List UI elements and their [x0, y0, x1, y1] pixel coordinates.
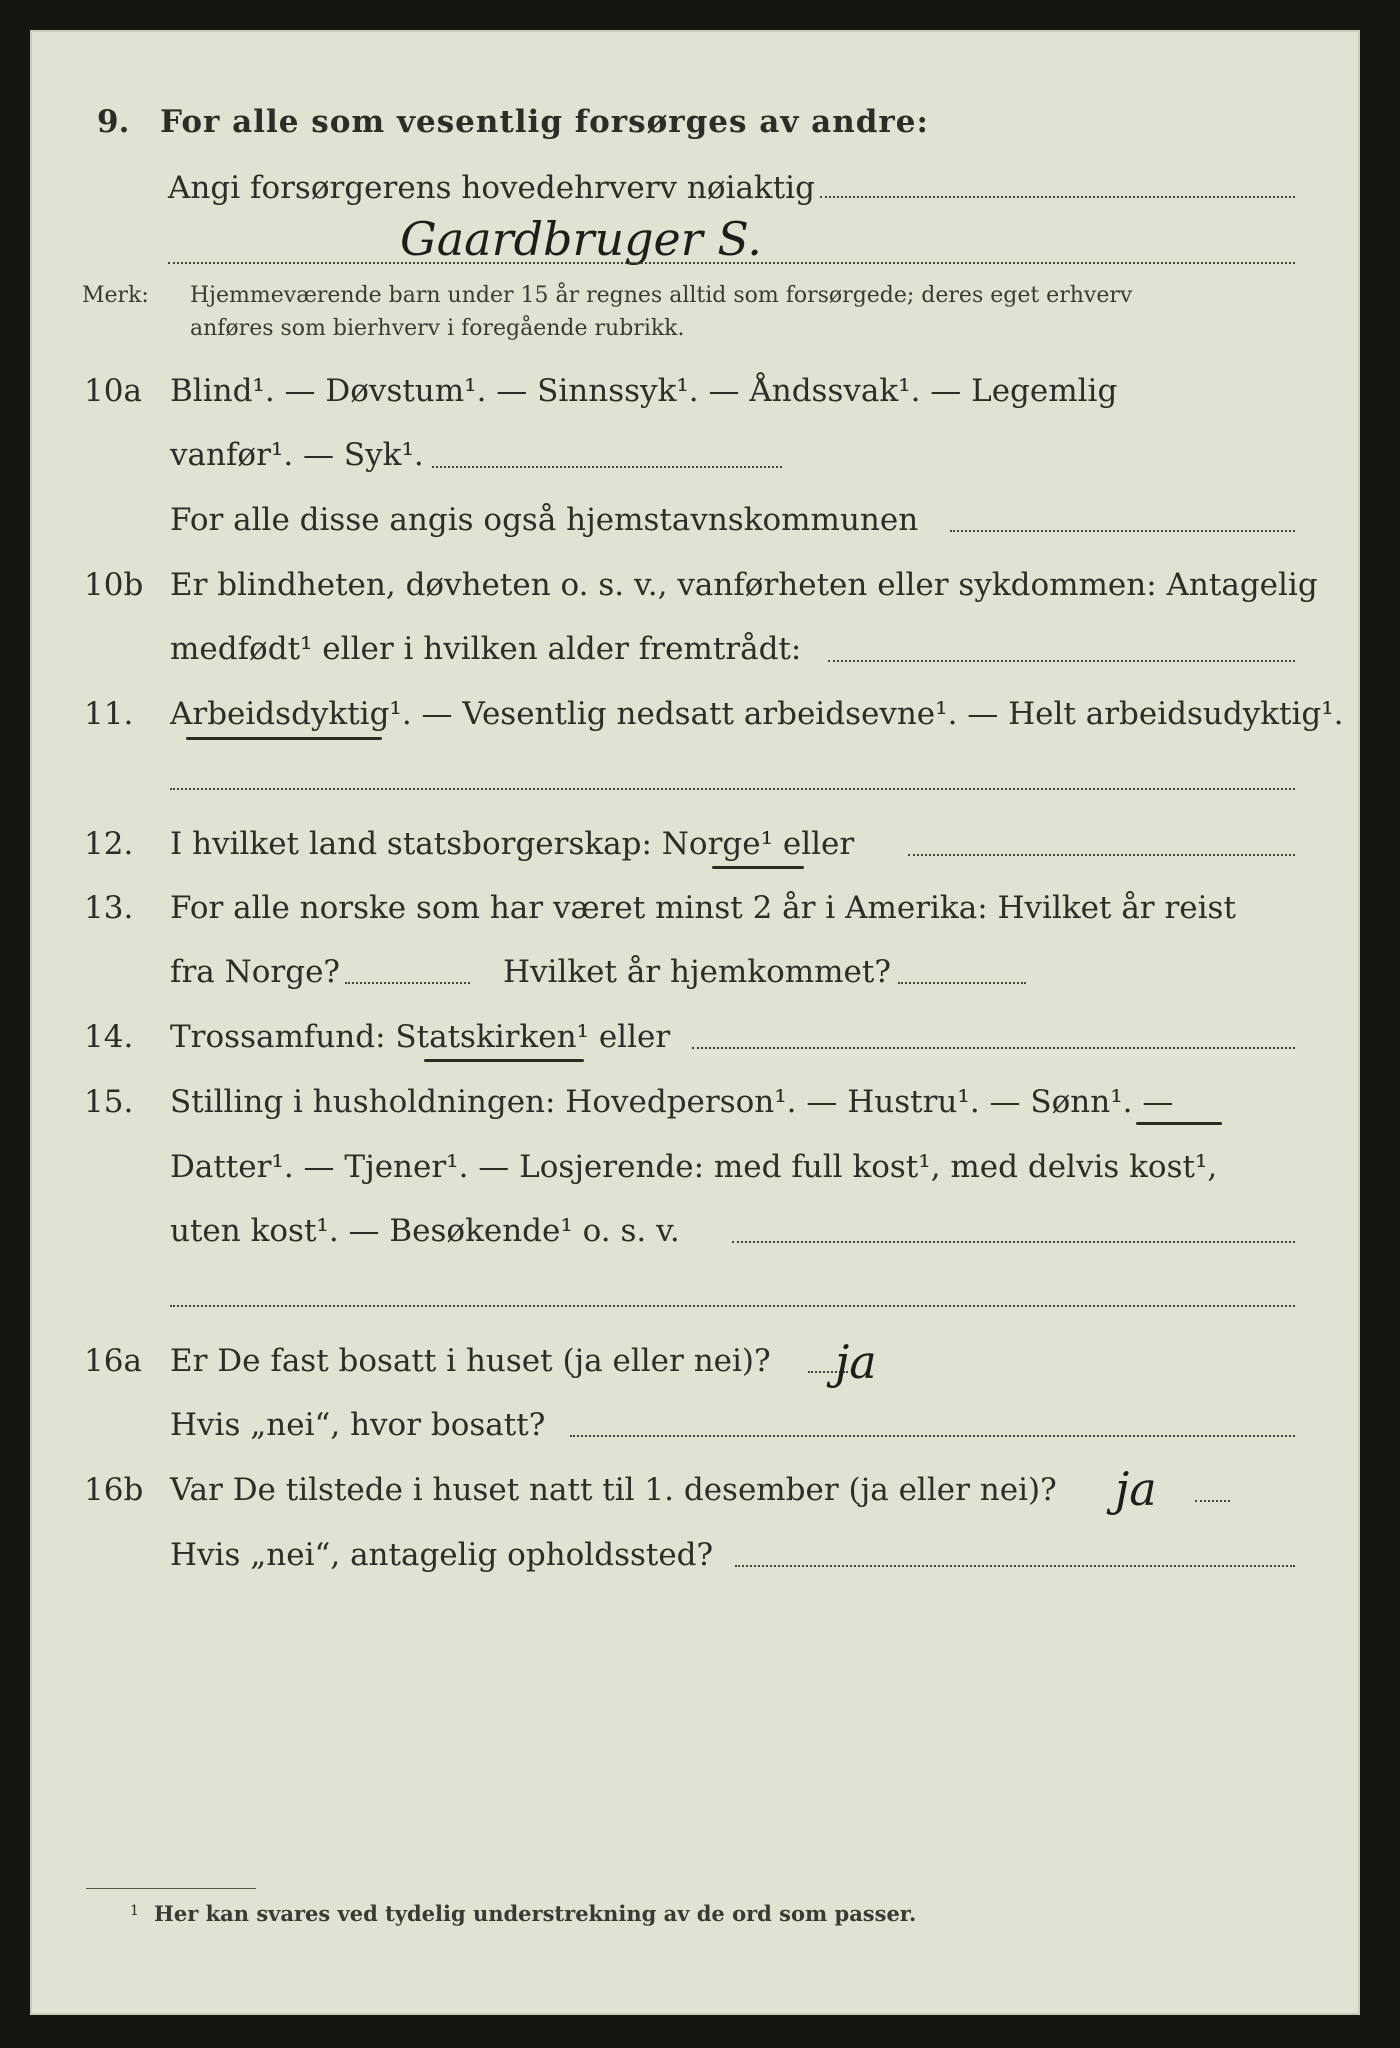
footnote-rule: [86, 1888, 256, 1889]
q10a-line-1: Blind¹. — Døvstum¹. — Sinnssyk¹. — Åndssvak¹. — Legemlig: [170, 373, 1118, 409]
q16b-handwritten-answer: ja: [1115, 1462, 1157, 1516]
q15-extra-line: [170, 1305, 1295, 1307]
q14-handwritten-underline: [424, 1059, 584, 1062]
q16b-opholdssted-line: [735, 1565, 1295, 1567]
q12-handwritten-underline: [712, 866, 804, 869]
q13-year-returned-line: [898, 982, 1026, 984]
q10b-line-1: Er blindheten, døvheten o. s. v., vanførheten eller sykdommen: Antagelig: [170, 567, 1318, 603]
q10a-line-2: vanfør¹. — Syk¹.: [170, 437, 424, 473]
q13-number: 13.: [84, 890, 134, 926]
q10b-line-2: medfødt¹ eller i hvilken alder fremtrådt:: [170, 631, 802, 667]
q9-subtitle: Angi forsørgerens hovedehrverv nøiaktig: [168, 170, 815, 206]
q16a-bosatt-line: [570, 1435, 1295, 1437]
q15-line-3: uten kost¹. — Besøkende¹ o. s. v.: [170, 1213, 680, 1249]
q16b-answer-line: [1195, 1500, 1230, 1502]
q16b-line-1: Var De tilstede i huset natt til 1. desember (ja eller nei)?: [170, 1472, 1057, 1508]
q15-line-1: Stilling i husholdningen: Hovedperson¹. — Hustru¹. — Sønn¹. —: [170, 1084, 1174, 1120]
merk-label: Merk:: [82, 283, 149, 308]
q9-answer-line: [168, 262, 1295, 264]
merk-line-2: anføres som bierhverv i foregående rubrikk.: [190, 316, 685, 341]
q10b-answer-line: [828, 660, 1295, 662]
q16a-handwritten-answer: ja: [835, 1335, 877, 1389]
q9-sub-fill-line: [820, 196, 1295, 198]
q11-extra-line: [170, 788, 1295, 790]
q16b-line-2: Hvis „nei“, antagelig opholdssted?: [170, 1537, 714, 1573]
q11-handwritten-underline: [186, 737, 382, 740]
merk-line-1: Hjemmeværende barn under 15 år regnes alltid som forsørgede; deres eget erhverv: [190, 283, 1133, 308]
q14-answer-line: [692, 1047, 1295, 1049]
footnote-text: Her kan svares ved tydelig understrekning av de ord som passer.: [154, 1901, 917, 1926]
q10a-kommune-line: [950, 530, 1295, 532]
footnote-mark: 1: [130, 1903, 139, 1919]
q15-line-2: Datter¹. — Tjener¹. — Losjerende: med full kost¹, med delvis kost¹,: [170, 1149, 1218, 1185]
q9-number: 9.: [97, 104, 130, 140]
q13-line-1: For alle norske som har været minst 2 år i Amerika: Hvilket år reist: [170, 890, 1236, 926]
q12-line-1: I hvilket land statsborgerskap: Norge¹ eller: [170, 826, 855, 862]
q15-handwritten-underline: [1136, 1122, 1222, 1125]
q12-number: 12.: [84, 826, 134, 862]
q13-year-left-line: [345, 982, 470, 984]
q15-answer-line: [732, 1241, 1295, 1243]
q14-number: 14.: [84, 1019, 134, 1055]
q13-line-2a: fra Norge?: [170, 954, 341, 990]
q16a-line-1: Er De fast bosatt i huset (ja eller nei)?: [170, 1343, 771, 1379]
q10a-number: 10a: [84, 373, 142, 409]
q16b-number: 16b: [84, 1472, 144, 1508]
q9-handwritten-answer: Gaardbruger S.: [400, 212, 762, 266]
q16a-line-2: Hvis „nei“, hvor bosatt?: [170, 1407, 546, 1443]
q9-title: For alle som vesentlig forsørges av andre:: [160, 104, 929, 140]
q10b-number: 10b: [84, 567, 144, 603]
q10a-line-3: For alle disse angis også hjemstavnskommunen: [170, 502, 919, 538]
q12-answer-line: [908, 854, 1295, 856]
q11-line-1: Arbeidsdyktig¹. — Vesentlig nedsatt arbeidsevne¹. — Helt arbeidsudyktig¹.: [170, 696, 1344, 732]
q14-line-1: Trossamfund: Statskirken¹ eller: [170, 1019, 671, 1055]
q11-number: 11.: [84, 696, 134, 732]
q13-line-2b: Hvilket år hjemkommet?: [503, 954, 891, 990]
q10a-syk-line: [432, 466, 782, 468]
q15-number: 15.: [84, 1084, 134, 1120]
q16a-number: 16a: [84, 1343, 142, 1379]
